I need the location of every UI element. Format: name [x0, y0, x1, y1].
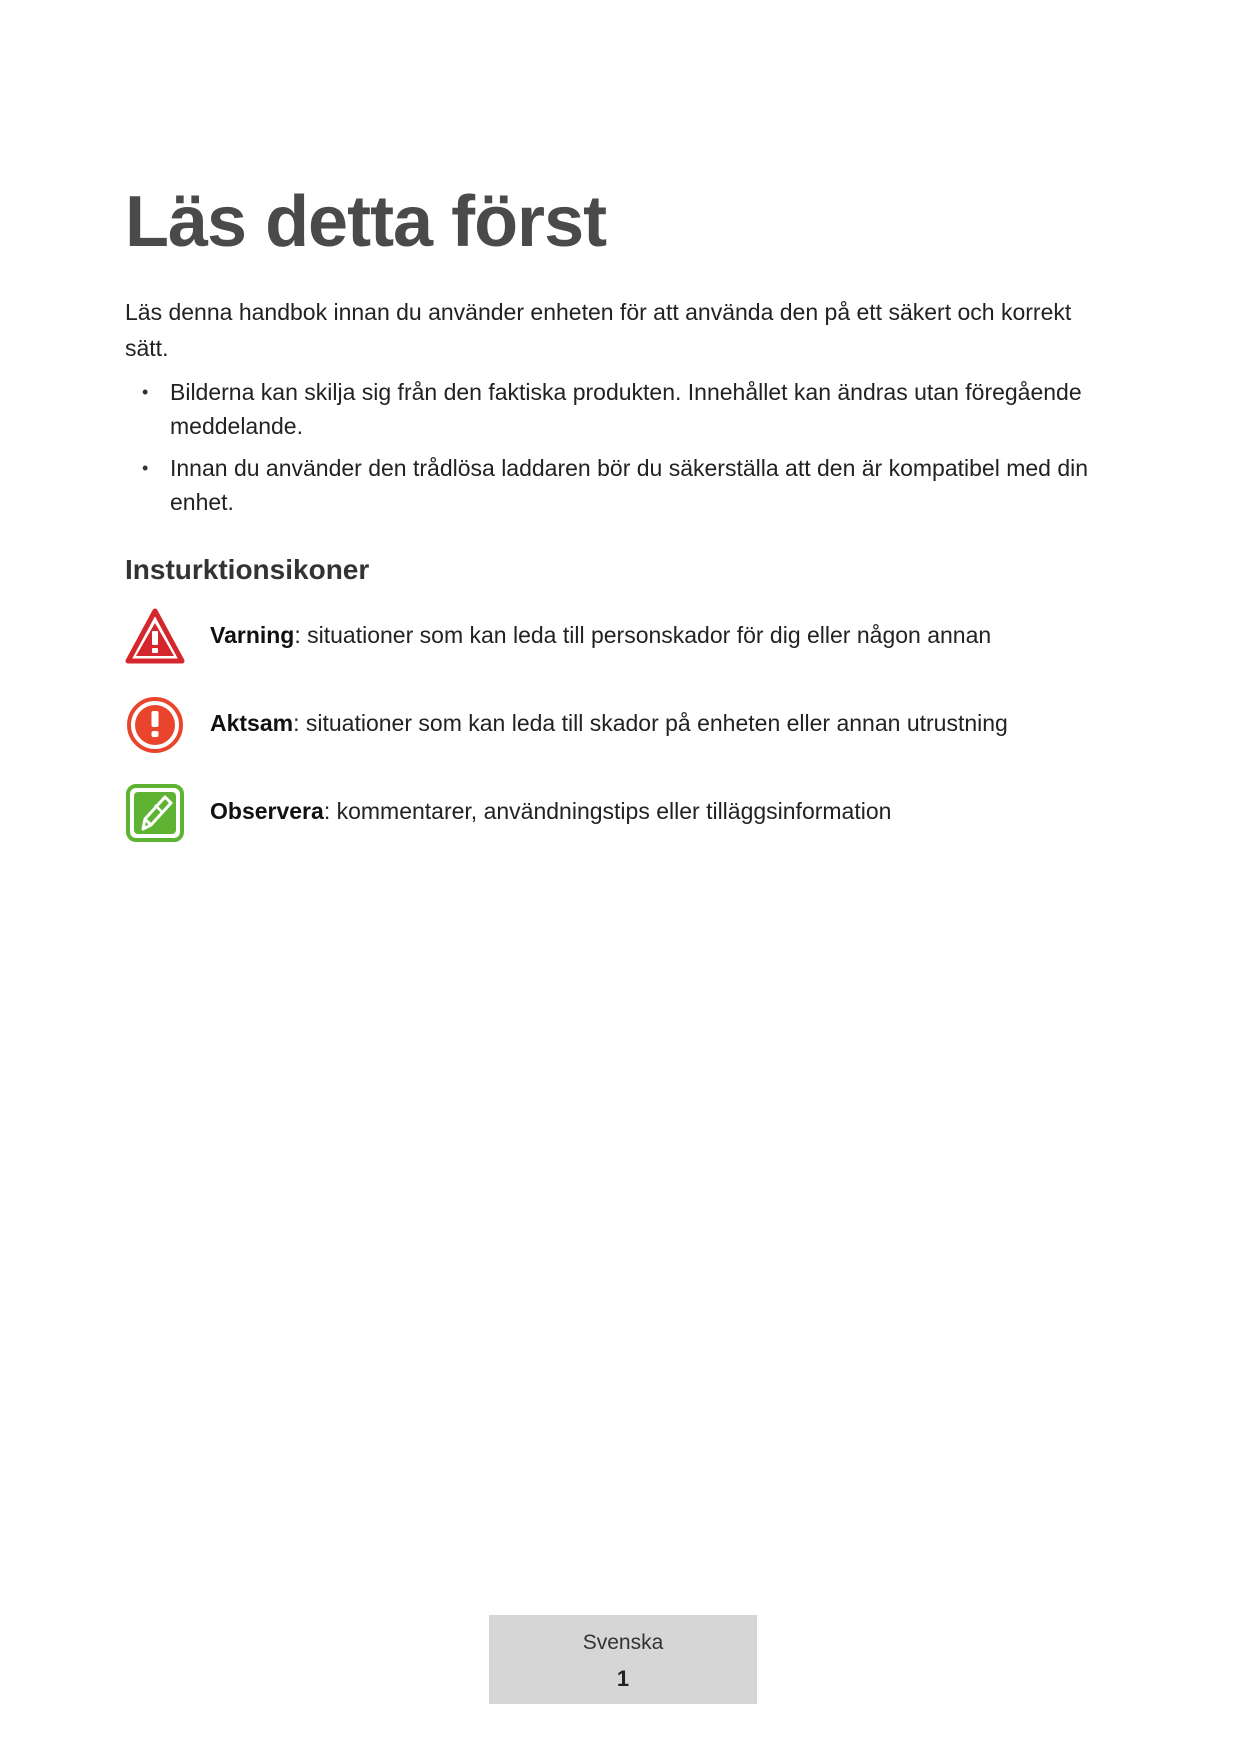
- bullet-text: Bilderna kan skilja sig från den faktiska produkten. Innehållet kan ändras utan föregående meddelande.: [170, 379, 1082, 439]
- instruction-row-warning: [125, 607, 1125, 667]
- instruction-label: Aktsam: [210, 710, 294, 736]
- note-pencil-icon: [125, 783, 185, 843]
- instruction-description: situationer som kan leda till skador på enheten eller annan utrustning: [299, 710, 1008, 736]
- bullet-icon: •: [142, 382, 149, 402]
- bullet-text: Innan du använder den trådlösa laddaren bör du säkerställa att den är kompatibel med din enhet.: [170, 455, 1089, 515]
- caution-circle-icon: [125, 695, 185, 755]
- bullet-icon: •: [142, 458, 149, 478]
- instruction-row-note: [125, 783, 1125, 843]
- section-heading: Insturktionsikoner: [125, 554, 370, 585]
- instruction-row-caution: [125, 695, 1125, 755]
- page-title: Läs detta först: [125, 182, 607, 262]
- instruction-separator: :: [294, 622, 301, 648]
- warning-triangle-icon: [125, 607, 185, 667]
- instruction-description: kommentarer, användningstips eller tilläggsinformation: [330, 798, 892, 824]
- page-number: 1: [616, 1666, 630, 1691]
- instruction-text: [210, 710, 1008, 737]
- instruction-text: [210, 798, 891, 825]
- list-item: [125, 375, 1115, 443]
- footer-language: Svenska: [582, 1631, 664, 1654]
- instruction-label: Varning: [210, 622, 295, 648]
- instruction-description: situationer som kan leda till personskador för dig eller någon annan: [300, 622, 992, 648]
- instruction-label: Observera: [210, 798, 324, 824]
- bullet-list: [125, 375, 1115, 527]
- footer: [489, 1615, 757, 1704]
- intro-paragraph: Läs denna handbok innan du använder enheten för att använda den på ett säkert och korrekt sätt.: [125, 299, 1072, 361]
- instruction-separator: :: [293, 710, 300, 736]
- instruction-text: [210, 622, 991, 649]
- instruction-separator: :: [323, 798, 331, 824]
- list-item: [125, 451, 1115, 519]
